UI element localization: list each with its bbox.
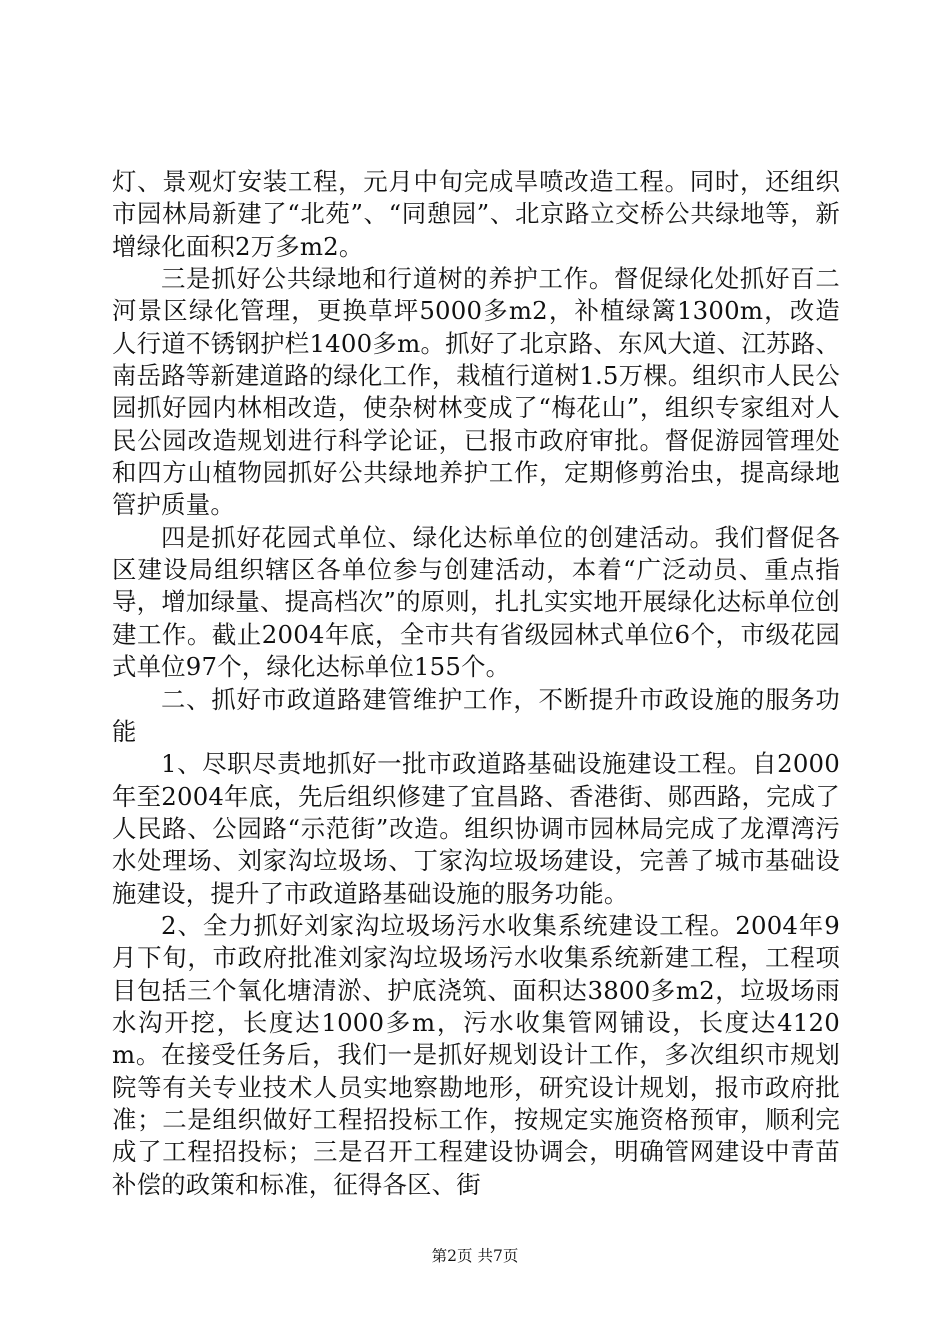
paragraph-road-infrastructure: 1、尽职尽责地抓好一批市政道路基础设施建设工程。自2000年至2004年底，先后组织修建了宜昌路、香港街、郧西路，完成了人民路、公园路“示范街”改造。组织协调市园林局完成了龙潭湾污水处理场、刘家沟垃圾场、丁家沟垃圾场建设，完善了城市基础设施建设，提升了市政道路基础设施的服务功能。 [112,749,840,908]
section-heading-municipal-roads: 二、抓好市政道路建管维护工作，不断提升市政设施的服务功能 [112,684,840,746]
paragraph-garden-units: 四是抓好花园式单位、绿化达标单位的创建活动。我们督促各区建设局组织辖区各单位参与创建活动，本着“广泛动员、重点指导，增加绿量、提高档次”的原则，扎扎实实地开展绿化达标单位创建工作。截止2004年底，全市共有省级园林式单位6个，市级花园式单位97个，绿化达标单位155个。 [112,522,840,682]
page-footer [0,1245,950,1267]
page-number: 第2页 共7页 [431,1247,519,1265]
paragraph-green-maintenance: 三是抓好公共绿地和行道树的养护工作。督促绿化处抓好百二河景区绿化管理，更换草坪5000多m2，补植绿篱1300m，改造人行道不锈钢护栏1400多m。抓好了北京路、东风大道、江苏路、南岳路等新建道路的绿化工作，栽植行道树1.5万棵。组织市人民公园抓好园内林相改造，使杂树林变成了“梅花山”，组织专家组对人民公园改造规划进行科学论证，已报市政府审批。督促游园管理处和四方山植物园抓好公共绿地养护工作，定期修剪治虫，提高绿地管护质量。 [112,264,840,520]
paragraph-continuation: 灯、景观灯安装工程，元月中旬完成旱喷改造工程。同时，还组织市园林局新建了“北苑”、“同憩园”、北京路立交桥公共绿地等，新增绿化面积2万多m2。 [112,167,840,261]
document-body [112,166,840,1201]
paragraph-landfill-sewage: 2、全力抓好刘家沟垃圾场污水收集系统建设工程。2004年9月下旬，市政府批准刘家沟垃圾场污水收集系统新建工程，工程项目包括三个氧化塘清淤、护底浇筑、面积达3800多m2，垃圾场雨水沟开挖，长度达1000多m，污水收集管网铺设，长度达4120m。在接受任务后，我们一是抓好规划设计工作，多次组织市规划院等有关专业技术人员实地察勘地形，研究设计规划，报市政府批准；二是组织做好工程招投标工作，按规定实施资格预审，顺利完成了工程招投标；三是召开工程建设协调会，明确管网建设中青苗补偿的政策和标准，征得各区、街 [112,910,840,1199]
